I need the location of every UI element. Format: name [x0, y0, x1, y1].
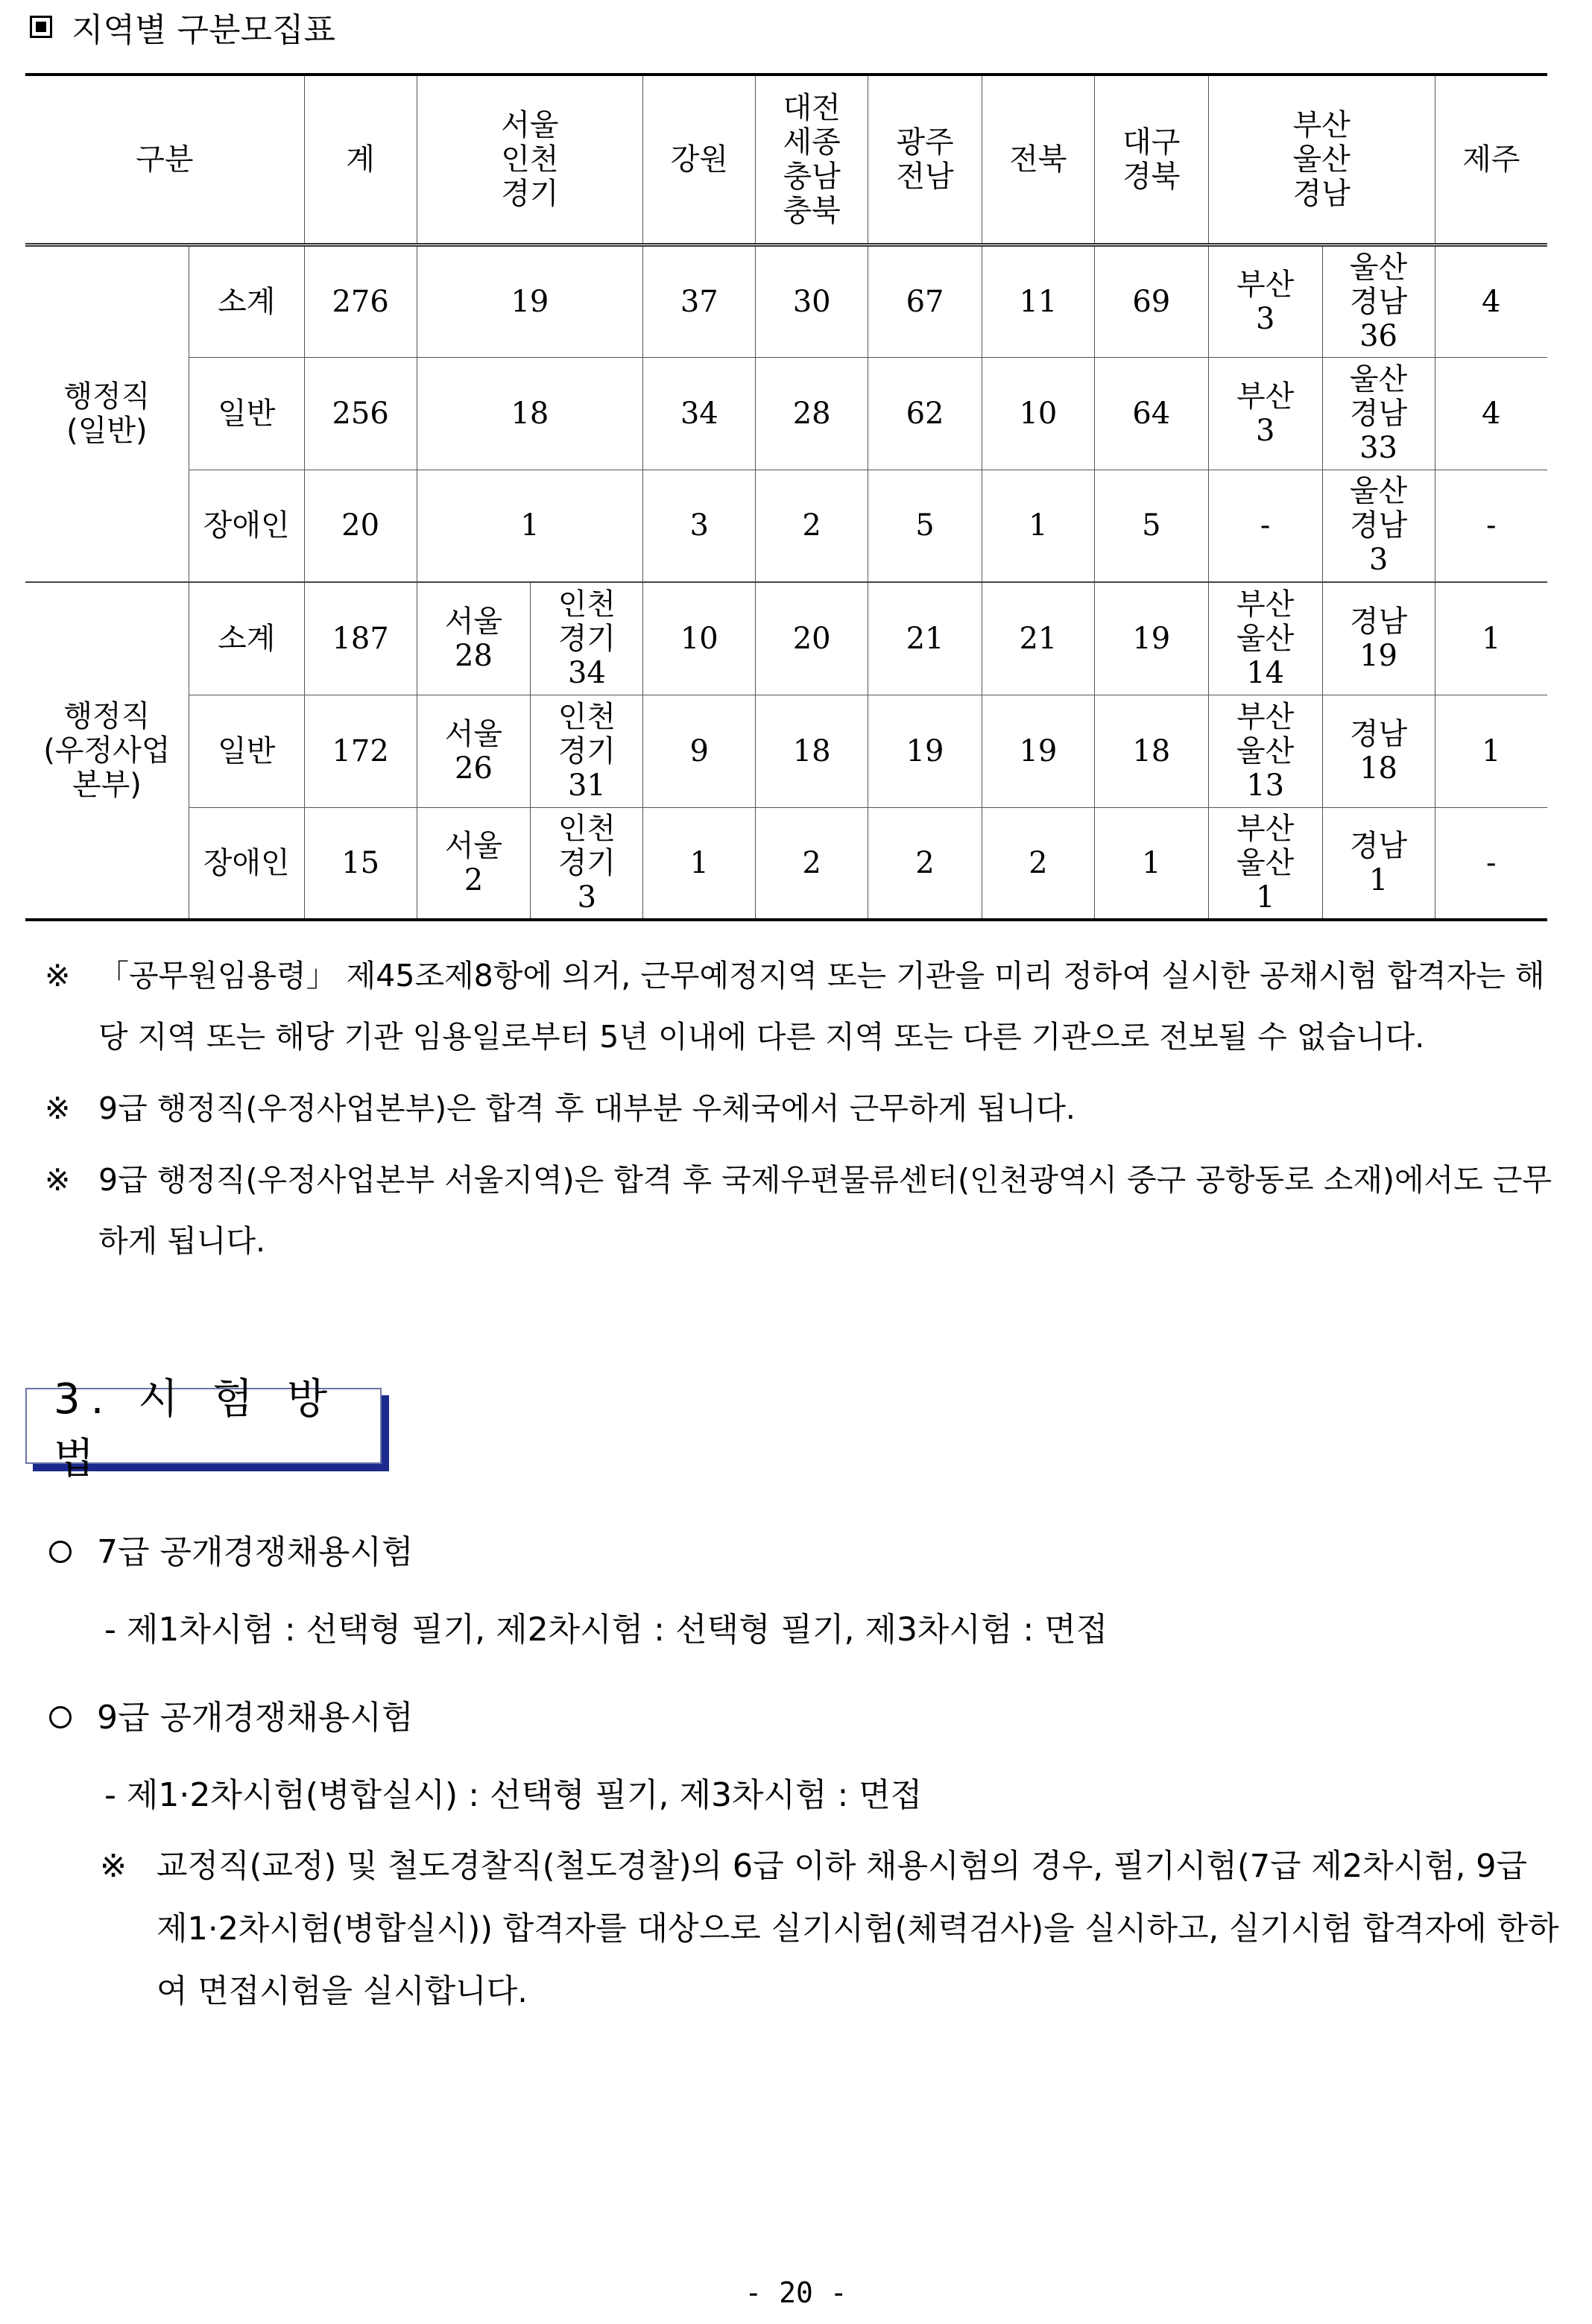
cell-total: 20 [304, 470, 417, 582]
cell-ulsan-gyeongnam: 울산 경남 3 [1322, 470, 1435, 582]
cell-gyeongnam: 경남 19 [1322, 582, 1435, 695]
cell-gwangju: 62 [868, 357, 982, 470]
cell-jeju: - [1435, 470, 1547, 582]
table-header-row [25, 75, 1547, 244]
exam-note [100, 1835, 1561, 2023]
row-type: 일반 [189, 695, 304, 807]
table-row [25, 582, 1547, 695]
cell-busan: 부산 3 [1208, 244, 1322, 357]
cell-busan: 부산 3 [1208, 357, 1322, 470]
header-jeonbuk: 전북 [982, 75, 1094, 244]
note-text: 9급 행정직(우정사업본부 서울지역)은 합격 후 국제우편물류센터(인천광역시 중구 공항동로 소재)에서도 근무하게 됩니다. [98, 1162, 1552, 1259]
cell-daegu: 64 [1094, 357, 1208, 470]
header-gwangju-jeonnam: 광주 전남 [868, 75, 982, 244]
row-type: 장애인 [189, 470, 304, 582]
cell-daejeon: 28 [756, 357, 868, 470]
cell-busan-ulsan: 부산 울산 14 [1208, 582, 1322, 695]
circle-bullet-icon [49, 1541, 72, 1563]
row-type: 소계 [189, 244, 304, 357]
cell-jeju: 1 [1435, 695, 1547, 807]
cell-jeonbuk: 1 [982, 470, 1094, 582]
table-notes [45, 945, 1558, 1272]
exam7-detail: - 제1차시험 : 선택형 필기, 제2차시험 : 선택형 필기, 제3차시험 : 면접 [104, 1611, 1108, 1649]
reference-mark-icon: ※ [45, 958, 71, 994]
table-row [25, 807, 1547, 920]
cell-jeju: 4 [1435, 244, 1547, 357]
cell-daegu: 1 [1094, 807, 1208, 920]
row-type: 소계 [189, 582, 304, 695]
cell-gangwon: 9 [643, 695, 756, 807]
cell-daegu: 5 [1094, 470, 1208, 582]
cell-jeju: - [1435, 807, 1547, 920]
table-row [25, 695, 1547, 807]
header-gangwon: 강원 [643, 75, 756, 244]
cell-ulsan-gyeongnam: 울산 경남 33 [1322, 357, 1435, 470]
cell-seoul-incheon-gyeonggi: 18 [417, 357, 643, 470]
cell-seoul: 서울 26 [417, 695, 531, 807]
table-row [25, 244, 1547, 357]
cell-daejeon: 18 [756, 695, 868, 807]
cell-gwangju: 19 [868, 695, 982, 807]
header-busan-group: 부산 울산 경남 [1208, 75, 1435, 244]
page-number: - 20 - [745, 2276, 847, 2309]
cell-gwangju: 2 [868, 807, 982, 920]
circle-bullet-icon [49, 1706, 72, 1728]
reference-mark-icon: ※ [100, 1848, 127, 1885]
exam9-title: 9급 공개경쟁채용시험 [97, 1699, 414, 1737]
cell-seoul: 서울 28 [417, 582, 531, 695]
header-seoul-incheon-gyeonggi: 서울 인천 경기 [417, 75, 643, 244]
cell-daejeon: 20 [756, 582, 868, 695]
cell-gwangju: 21 [868, 582, 982, 695]
cell-jeonbuk: 11 [982, 244, 1094, 357]
note-item [45, 945, 1558, 1067]
cell-seoul-incheon-gyeonggi: 1 [417, 470, 643, 582]
cell-total: 187 [304, 582, 417, 695]
section-title-box [25, 1375, 382, 1483]
header-jeju: 제주 [1435, 75, 1547, 244]
header-daegu-gyeongbuk: 대구 경북 [1094, 75, 1208, 244]
cell-busan: - [1208, 470, 1322, 582]
note-item [45, 1149, 1558, 1272]
cell-gyeongnam: 경남 1 [1322, 807, 1435, 920]
cell-total: 15 [304, 807, 417, 920]
cell-total: 276 [304, 244, 417, 357]
exam7-title-line [49, 1525, 414, 1573]
cell-incheon-gyeonggi: 인천 경기 31 [531, 695, 643, 807]
reference-mark-icon: ※ [45, 1090, 71, 1126]
cell-daegu: 69 [1094, 244, 1208, 357]
row-type: 일반 [189, 357, 304, 470]
cell-gyeongnam: 경남 18 [1322, 695, 1435, 807]
note-text: 「공무원임용령」 제45조제8항에 의거, 근무예정지역 또는 기관을 미리 정하여 실시한 공채시험 합격자는 해당 지역 또는 해당 기관 임용일로부터 5년 이내에 다른 지역 또는 다른 기관으로 전보될 수 없습니다. [98, 958, 1545, 1055]
cell-daegu: 18 [1094, 695, 1208, 807]
square-bullet-icon [30, 16, 52, 38]
cell-gangwon: 37 [643, 244, 756, 357]
note-text: 9급 행정직(우정사업본부)은 합격 후 대부분 우체국에서 근무하게 됩니다. [98, 1090, 1075, 1126]
reference-mark-icon: ※ [45, 1162, 71, 1198]
regional-recruitment-table [25, 73, 1547, 921]
cell-jeju: 4 [1435, 357, 1547, 470]
cell-seoul: 서울 2 [417, 807, 531, 920]
group-label-postal: 행정직 (우정사업 본부) [25, 582, 189, 920]
header-total: 계 [304, 75, 417, 244]
exam9-title-line [49, 1690, 414, 1738]
section-title: 3. 시 험 방 법 [54, 1375, 338, 1483]
table-row [25, 470, 1547, 582]
cell-daejeon: 30 [756, 244, 868, 357]
cell-seoul-incheon-gyeonggi: 19 [417, 244, 643, 357]
cell-incheon-gyeonggi: 인천 경기 3 [531, 807, 643, 920]
cell-ulsan-gyeongnam: 울산 경남 36 [1322, 244, 1435, 357]
cell-jeonbuk: 19 [982, 695, 1094, 807]
cell-gangwon: 34 [643, 357, 756, 470]
table-row [25, 357, 1547, 470]
cell-jeonbuk: 2 [982, 807, 1094, 920]
cell-daejeon: 2 [756, 470, 868, 582]
header-daejeon-group: 대전 세종 충남 충북 [756, 75, 868, 244]
cell-gwangju: 67 [868, 244, 982, 357]
cell-daejeon: 2 [756, 807, 868, 920]
cell-jeju: 1 [1435, 582, 1547, 695]
cell-gangwon: 3 [643, 470, 756, 582]
group-label-general: 행정직 (일반) [25, 244, 189, 582]
cell-total: 256 [304, 357, 417, 470]
cell-total: 172 [304, 695, 417, 807]
cell-gangwon: 10 [643, 582, 756, 695]
note-item [45, 1078, 1558, 1139]
cell-gwangju: 5 [868, 470, 982, 582]
cell-gangwon: 1 [643, 807, 756, 920]
header-category: 구분 [25, 75, 304, 244]
exam7-title: 7급 공개경쟁채용시험 [97, 1533, 414, 1571]
heading-text: 지역별 구분모집표 [72, 11, 336, 49]
cell-daegu: 19 [1094, 582, 1208, 695]
cell-incheon-gyeonggi: 인천 경기 34 [531, 582, 643, 695]
exam-note-text: 교정직(교정) 및 철도경찰직(철도경찰)의 6급 이하 채용시험의 경우, 필기시험(7급 제2차시험, 9급 제1·2차시험(병합실시)) 합격자를 대상으로 실기시험(체력검사)을 실시하고, 실기시험 합격자에 한하여 면접시험을 실시합니다. [157, 1848, 1559, 2010]
section-heading [30, 3, 335, 51]
row-type: 장애인 [189, 807, 304, 920]
exam9-detail: - 제1·2차시험(병합실시) : 선택형 필기, 제3차시험 : 면접 [104, 1776, 923, 1814]
cell-busan-ulsan: 부산 울산 13 [1208, 695, 1322, 807]
cell-jeonbuk: 10 [982, 357, 1094, 470]
cell-jeonbuk: 21 [982, 582, 1094, 695]
cell-busan-ulsan: 부산 울산 1 [1208, 807, 1322, 920]
